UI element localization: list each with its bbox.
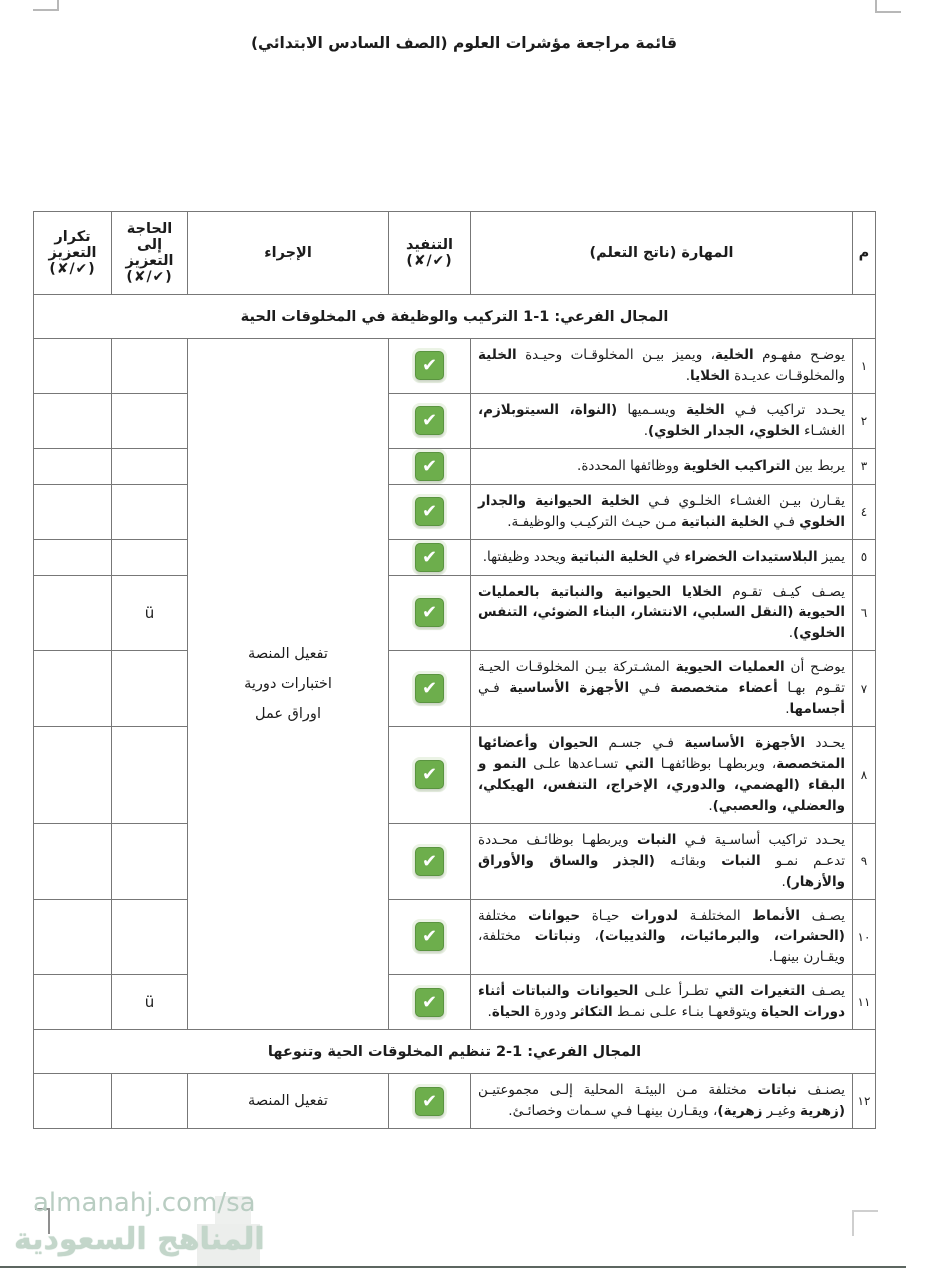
row-number: ٤	[853, 484, 876, 539]
repeat-reinforcement-cell	[34, 575, 112, 651]
need-reinforcement-cell	[112, 448, 188, 484]
skill-text-bold: (الجذر والساق والأوراق والأزهار)	[478, 852, 845, 890]
indicator-row	[34, 1074, 876, 1129]
header-need-mark: (✘/✔)	[126, 269, 173, 285]
skill-cell	[471, 484, 853, 539]
skill-text: ويسـميها	[617, 401, 686, 418]
repeat-reinforcement-cell	[34, 727, 112, 824]
skill-text: .	[788, 625, 794, 642]
skill-cell	[471, 575, 853, 651]
checkmark-icon: ✔	[415, 674, 444, 703]
skill-text: ودورة	[529, 1004, 572, 1021]
skill-text-bold: النبات	[721, 852, 761, 869]
skill-text: ، ويميز بيـن المخلوقـات وحيـدة	[516, 347, 716, 363]
need-reinforcement-cell: ü	[112, 975, 188, 1030]
skill-cell	[471, 975, 853, 1030]
repeat-reinforcement-cell	[34, 975, 112, 1030]
skill-text: .	[643, 422, 648, 439]
action-line: اوراق عمل	[255, 706, 321, 723]
skill-text: وبقائـه	[654, 852, 722, 869]
skill-text: مختلفة مـن البيئـة المحلية إلـى مجموعتيـن	[478, 1082, 758, 1099]
skill-text: ويتوقعهـا بنـاء علـى نمـط	[612, 1004, 762, 1021]
header-skill	[471, 212, 853, 295]
header-row	[34, 212, 876, 295]
skill-text: يوضـح أن	[784, 659, 845, 676]
checkmark-icon: ✔	[415, 497, 444, 526]
skill-text: يقـارن بيـن الغشـاء الخلـوي فـي	[639, 492, 845, 509]
skill-text-bold: الخلايا الحيوانية والنباتية بالعمليات الحيوية (النقل السلبي، الانتشار، البناء الضوئي، التنفس الخلوي)	[478, 583, 845, 642]
skill-text: الغشـاء	[799, 422, 845, 439]
execution-cell	[389, 823, 471, 899]
row-number: ١	[853, 339, 876, 394]
skill-text: ويربطهـا بوظائـف محـددة تدعـم نمـو	[478, 831, 845, 869]
skill-text-bold: الحيوان وأعضائها المتخصصة	[478, 735, 845, 772]
skill-text: مـن حيـث التركيـب والوظيفـة.	[507, 513, 682, 530]
skill-cell	[471, 1074, 853, 1129]
need-reinforcement-cell	[112, 484, 188, 539]
skill-text-bold: التي	[625, 755, 654, 772]
execution-cell	[389, 339, 471, 394]
execution-cell	[389, 1074, 471, 1129]
skill-cell	[471, 727, 853, 824]
skill-text: يربط بين	[790, 457, 845, 474]
header-number-label: م	[858, 245, 870, 261]
indicator-row	[34, 393, 876, 448]
action-cell	[188, 1074, 389, 1129]
indicator-row	[34, 484, 876, 539]
skill-text-bold: الأجهزة الأساسية	[684, 735, 805, 752]
checkmark-icon: ✔	[415, 988, 444, 1017]
indicator-row	[34, 975, 876, 1030]
skill-text-bold: النبات	[636, 831, 677, 848]
skill-text-bold: أجسامها	[789, 701, 845, 718]
need-reinforcement-cell	[112, 1074, 188, 1129]
need-reinforcement-cell: ü	[112, 575, 188, 651]
execution-cell	[389, 575, 471, 651]
page-title: قائمة مراجعة مؤشرات العلوم (الصف السادس الابتدائي)	[250, 34, 678, 52]
skill-text: يميز	[817, 548, 845, 565]
skill-text: مختلفة	[478, 907, 529, 924]
execution-cell	[389, 484, 471, 539]
indicator-row	[34, 899, 876, 975]
skill-text-bold: الخلية الحيوانية والجدار الخلوي	[478, 492, 845, 530]
skill-text-bold: حيوانات	[528, 907, 581, 924]
checkmark-icon: ✔	[415, 543, 444, 572]
skill-text-bold: لدورات	[630, 907, 679, 924]
need-reinforcement-cell	[112, 823, 188, 899]
repeat-reinforcement-cell	[34, 339, 112, 394]
skill-text: حيـاة	[580, 907, 631, 924]
indicator-row	[34, 539, 876, 575]
action-line: تفعيل المنصة	[248, 1093, 328, 1110]
section-header: المجال الفرعي: 1-1 التركيب والوظيفة في المخلوقات الحية	[34, 295, 876, 339]
skill-text-bold: الحيوانات والنباتات أثناء دورات الحياة	[478, 983, 845, 1021]
repeat-reinforcement-cell	[34, 393, 112, 448]
repeat-reinforcement-cell	[34, 539, 112, 575]
row-number: ٦	[853, 575, 876, 651]
skill-text-bold: أعضاء متخصصة	[670, 680, 778, 697]
checkmark-icon: ✔	[415, 406, 444, 435]
indicator-row	[34, 727, 876, 824]
execution-cell	[389, 727, 471, 824]
need-reinforcement-cell	[112, 339, 188, 394]
need-reinforcement-cell	[112, 393, 188, 448]
skill-text-bold: (زهرية	[800, 1103, 845, 1120]
checkmark-icon: ✔	[415, 452, 444, 481]
checkmark-icon: ✔	[415, 1087, 444, 1116]
checkmark-icon: ✔	[415, 760, 444, 789]
skill-text-bold: الخلايا	[690, 367, 730, 384]
skill-text: في	[658, 548, 685, 565]
skill-text: .	[781, 873, 786, 890]
skill-cell	[471, 899, 853, 975]
skill-text: يصـف	[800, 907, 845, 924]
row-number: ٣	[853, 448, 876, 484]
corner-mark-top-left	[33, 0, 59, 11]
skill-text-bold: نباتات	[757, 1082, 797, 1099]
skill-cell	[471, 339, 853, 394]
skill-text: المختلفـة	[678, 907, 753, 924]
skill-text-bold: التكاثر	[571, 1004, 613, 1021]
skill-text: يصـف كيـف تقـوم	[721, 583, 845, 600]
skill-text: تسـاعدها علـى	[526, 755, 626, 772]
skill-text: ووظائفها المحددة.	[577, 457, 684, 474]
repeat-reinforcement-cell	[34, 651, 112, 727]
skill-text-bold: الخلية النباتية	[681, 513, 769, 530]
section-header: المجال الفرعي: 1-2 تنظيم المخلوقات الحية وتنوعها	[34, 1030, 876, 1074]
header-need-label: الحاجة إلى التعزيز	[125, 221, 174, 269]
repeat-reinforcement-cell	[34, 823, 112, 899]
skill-text-bold: التغيرات التي	[714, 983, 806, 1000]
execution-cell	[389, 393, 471, 448]
row-number: ٩	[853, 823, 876, 899]
need-reinforcement-cell	[112, 651, 188, 727]
row-number: ١٠	[853, 899, 876, 975]
indicator-row	[34, 651, 876, 727]
section-row	[34, 1030, 876, 1074]
skill-text-bold: الحياة	[491, 1004, 530, 1021]
skill-text: فـي جسـم	[598, 735, 685, 752]
need-reinforcement-cell	[112, 539, 188, 575]
page-bottom-rule	[0, 1266, 906, 1268]
skill-text: فـي	[629, 680, 671, 697]
action-line: تفعيل المنصة	[248, 646, 328, 663]
skill-text: يحـدد	[805, 735, 845, 752]
section-row	[34, 295, 876, 339]
checkmark-icon: ✔	[415, 598, 444, 627]
skill-text-bold: نباتات	[534, 928, 575, 945]
header-number	[853, 212, 876, 295]
skill-text: وغيـر	[762, 1103, 801, 1120]
row-number: ١٢	[853, 1074, 876, 1129]
skill-text-bold: الخلية	[478, 347, 517, 363]
skill-text-bold: الخلية	[685, 401, 725, 418]
skill-text: .	[785, 701, 790, 718]
skill-text: فـي	[478, 680, 510, 697]
indicators-table	[33, 211, 876, 1129]
execution-cell	[389, 539, 471, 575]
skill-text: يوضـح مفهـوم	[753, 347, 845, 363]
skill-text-bold: الأنماط	[752, 907, 801, 924]
table-body	[34, 295, 876, 1129]
skill-text-bold: الخلية	[715, 347, 754, 363]
row-number: ٥	[853, 539, 876, 575]
skill-text-bold: (الحشرات، والبرمائيات، والثدييات)	[598, 928, 845, 945]
repeat-reinforcement-cell	[34, 1074, 112, 1129]
watermark-url: almanahj.com/sa	[33, 1188, 256, 1218]
almanahj-logo: المناهج السعودية	[14, 1222, 265, 1257]
corner-mark-bottom-right	[852, 1210, 878, 1236]
skill-text: يحـدد تراكيب فـي	[724, 401, 845, 418]
header-repeat-reinforcement	[34, 212, 112, 295]
header-skill-label: المهارة (ناتج التعلم)	[589, 245, 734, 261]
skill-text: مختلفة، ويقـارن بينهـا.	[478, 928, 845, 966]
skill-cell	[471, 448, 853, 484]
execution-cell	[389, 975, 471, 1030]
skill-text-bold: الخلية النباتية	[570, 548, 659, 565]
corner-mark-top-right	[875, 0, 901, 13]
execution-cell	[389, 651, 471, 727]
skill-text: يصنـف	[796, 1082, 845, 1099]
skill-text-bold: الأجهزة الأساسية	[509, 680, 630, 697]
action-line: اختبارات دورية	[244, 676, 332, 693]
indicator-row	[34, 575, 876, 651]
header-action	[188, 212, 389, 295]
skill-text: .	[487, 1004, 492, 1021]
row-number: ٨	[853, 727, 876, 824]
skill-text: فـي	[768, 513, 800, 530]
skill-text: والمخلوقـات عديـدة	[729, 367, 845, 384]
checkmark-icon: ✔	[415, 847, 444, 876]
repeat-reinforcement-cell	[34, 448, 112, 484]
skill-text: ، و	[574, 928, 599, 945]
execution-cell	[389, 448, 471, 484]
skill-text: ويحدد وظيفتها.	[482, 548, 571, 565]
skill-text: ، ويقـارن بينهـا فـي سـمات وخصائـئ.	[508, 1103, 718, 1120]
checkmark-icon: ✔	[415, 351, 444, 380]
skill-text-bold: العمليات الحيوية	[675, 659, 785, 676]
header-need-reinforcement	[112, 212, 188, 295]
skill-text-bold: (النواة، السيتوبلازم،	[478, 401, 618, 418]
header-action-label: الإجراء	[264, 245, 312, 261]
skill-text-bold: النمو و البقاء (الهضمي، والدوري، الإخراج، التنفس، الهيكلي، والعضلي، والعصبي)	[478, 755, 845, 814]
row-number: ١١	[853, 975, 876, 1030]
repeat-reinforcement-cell	[34, 484, 112, 539]
action-cell	[188, 339, 389, 1030]
need-reinforcement-cell	[112, 727, 188, 824]
skill-text: يصـف	[805, 983, 846, 1000]
skill-text: المشـتركة بيـن المخلوقـات الحيـة تقـوم بهـا	[478, 659, 846, 697]
need-reinforcement-cell	[112, 899, 188, 975]
skill-cell	[471, 651, 853, 727]
skill-cell	[471, 393, 853, 448]
skill-text-bold: التراكيب الخلوية	[683, 457, 791, 474]
indicator-row	[34, 448, 876, 484]
skill-text: ، ويربطهـا بوظائفهـا	[653, 755, 777, 772]
skill-text: يحـدد تراكيب أساسـية فـي	[676, 831, 845, 848]
skill-text-bold: البلاستيدات الخضراء	[684, 548, 818, 565]
header-repeat-label: تكرار التعزيز	[48, 229, 97, 261]
skill-text: .	[708, 797, 713, 814]
header-execution-label: التنفيد	[406, 237, 453, 253]
execution-cell	[389, 899, 471, 975]
row-number: ٧	[853, 651, 876, 727]
skill-text-bold: الخلوي، الجدار الخلوي)	[647, 422, 800, 439]
skill-text: .	[685, 367, 690, 384]
skill-cell	[471, 823, 853, 899]
indicator-row	[34, 339, 876, 394]
header-execution-mark: (✘/✔)	[406, 253, 453, 269]
skill-text-bold: زهرية)	[717, 1103, 763, 1120]
header-execution	[389, 212, 471, 295]
row-number: ٢	[853, 393, 876, 448]
header-repeat-mark: (✘/✔)	[49, 261, 96, 277]
checkmark-icon: ✔	[415, 922, 444, 951]
skill-text: تطـرأ علـى	[638, 983, 715, 1000]
skill-cell	[471, 539, 853, 575]
indicator-row	[34, 823, 876, 899]
repeat-reinforcement-cell	[34, 899, 112, 975]
